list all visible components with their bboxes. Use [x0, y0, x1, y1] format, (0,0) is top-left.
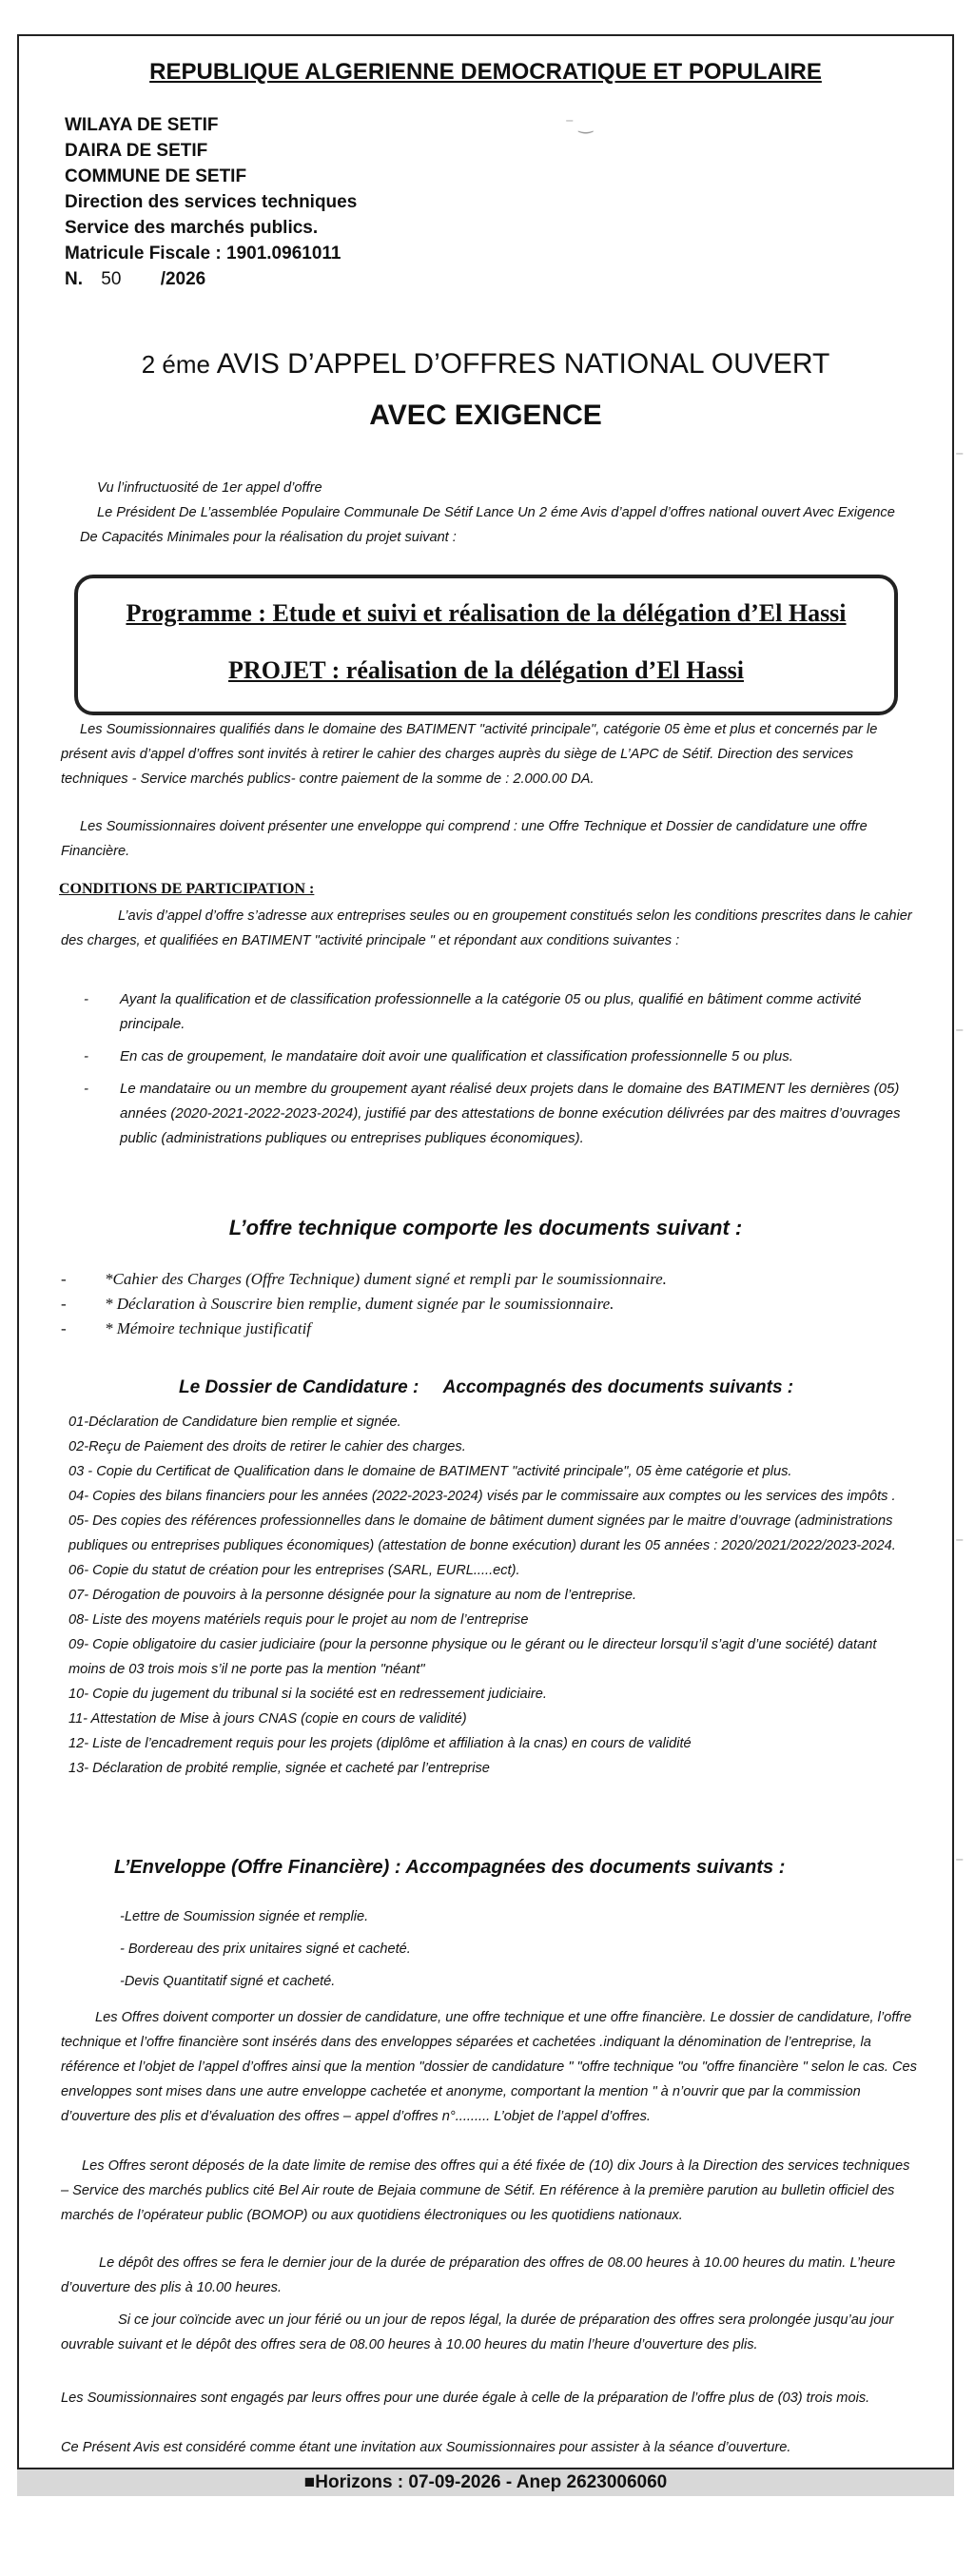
republic-heading: REPUBLIQUE ALGERIENNE DEMOCRATIQUE ET POPULAIRE: [149, 59, 822, 85]
closing-paragraph-6: Ce Présent Avis est considéré comme étant une invitation aux Soumissionnaires pour assister à la séance d’ouverture.: [61, 2440, 791, 2455]
admin-direction: Direction des services techniques: [65, 192, 358, 212]
dossier-item: 08- Liste des moyens matériels requis pour le projet au nom de l’entreprise: [68, 1612, 529, 1628]
dossier-title-right: Accompagnés des documents suivants :: [442, 1377, 794, 1397]
dossier-title: [179, 1377, 793, 1398]
offre-technique-item: - * Déclaration à Souscrire bien remplie, dument signée par le soumissionnaire.: [61, 1292, 879, 1317]
closing-paragraph-2: Les Offres seront déposés de la date limite de remise des offres qui a été fixée de (10) dix Jours à la Direction des services techniques – Service des marchés publics cité Bel Air route de Bejaia commune de Sétif. En référence à la première parution au bulletin officiel des marchés de l’opérateur public (BOMOP) ou aux quotidiens électroniques ou les quotidiens nationaux.: [61, 2158, 910, 2223]
dossier-item: 03 - Copie du Certificat de Qualification dans le domaine de BATIMENT "activité principale", 05 ème catégorie et plus.: [68, 1464, 792, 1479]
footer-band: ■Horizons : 07-09-2026 - Anep 2623006060: [17, 2469, 954, 2496]
condition-item: - Le mandataire ou un membre du groupement ayant réalisé deux projets dans le domaine des BATIMENT les dernières (05) années (2020-2021-2022-2023-2024), justifié par des attestations de bonne exécution délivrées par des maitres d’ouvrages public (administrations publiques ou entreprises publiques économiques).: [84, 1077, 902, 1151]
edge-mark: ⁻: [955, 447, 965, 466]
dossier-title-left: Le Dossier de Candidature :: [179, 1377, 419, 1397]
notice-frame: [17, 34, 954, 2469]
admin-service: Service des marchés publics.: [65, 218, 319, 238]
stray-mark: ⁻ ‿: [565, 114, 593, 133]
condition-item: - Ayant la qualification et de classification professionnelle a la catégorie 05 ou plus, qualifié en bâtiment comme activité principale.: [84, 987, 902, 1037]
soumissionnaires-paragraph-1: Les Soumissionnaires qualifiés dans le domaine des BATIMENT "activité principale", catégorie 05 ème et plus et concernés par le présent avis d’appel d’offres sont invités à retirer le cahier des charges auprès du siège de L’APC de Sétif. Direction des services techniques - Service marchés publics- contre paiement de la somme de : 2.000.00 DA.: [61, 722, 878, 787]
dossier-item: 09- Copie obligatoire du casier judiciaire (pour la personne physique ou le gérant ou le directeur lorsqu’il s’agit d’une société) datant moins de 03 trois mois s’il ne porte pas la mention "néant": [68, 1637, 877, 1677]
closing-paragraph-3: Le dépôt des offres se fera le dernier jour de la durée de préparation des offres de 08.00 heures à 10.00 heures du matin. L’heure d’ouverture des plis à 10.00 heures.: [61, 2255, 896, 2295]
dossier-item: 04- Copies des bilans financiers pour les années (2022-2023-2024) visés par le commissaire aux comptes ou les services des impôts .: [68, 1489, 896, 1504]
dossier-item: 01-Déclaration de Candidature bien remplie et signée.: [68, 1415, 401, 1430]
enveloppe-item: -Lettre de Soumission signée et remplie.: [120, 1909, 369, 1924]
condition-item: - En cas de groupement, le mandataire doit avoir une qualification et classification professionnelle 5 ou plus.: [84, 1044, 902, 1069]
closing-paragraph-4: Si ce jour coïncide avec un jour férié ou un jour de repos légal, la durée de préparation des offres sera prolongée jusqu’au jour ouvrable suivant et le dépôt des offres sera de 08.00 heures à 10.00 heures du matin l’heure d’ouverture des plis.: [61, 2313, 894, 2352]
offre-technique-item: - * Mémoire technique justificatif: [61, 1317, 879, 1341]
closing-paragraph-5: Les Soumissionnaires sont engagés par leurs offres pour une durée égale à celle de la préparation de l’offre plus de (03) trois mois.: [61, 2391, 870, 2406]
title-line-1: [19, 339, 952, 390]
offre-technique-item: - *Cahier des Charges (Offre Technique) dument signé et rempli par le soumissionnaire.: [61, 1267, 879, 1292]
dossier-item: 11- Attestation de Mise à jours CNAS (copie en cours de validité): [68, 1711, 467, 1727]
ref-prefix: N.: [65, 269, 83, 289]
dossier-item: 05- Des copies des références professionnelles dans le domaine de bâtiment dument signées par le maitre d’ouvrage (administrations publiques ou entreprises publiques économiques) (attestation de bonne exécution) durant les 05 années : 2020/2021/2022/2023-2024.: [68, 1513, 896, 1553]
edge-mark: ⁻: [955, 1533, 965, 1552]
admin-block: [65, 112, 357, 292]
intro-infructuosite: Vu l’infructuosité de 1er appel d’offre: [97, 480, 322, 496]
dossier-item: 12- Liste de l’encadrement requis pour les projets (diplôme et affiliation à la cnas) en cours de validité: [68, 1736, 692, 1751]
enveloppe-list: [120, 1904, 957, 1994]
edge-mark: ⁻: [955, 1853, 965, 1872]
programme-line: Programme : Etude et suivi et réalisation de la délégation d’El Hassi: [126, 599, 847, 627]
projet-line: PROJET : réalisation de la délégation d’El Hassi: [228, 656, 744, 684]
soumissionnaires-paragraph-2: Les Soumissionnaires doivent présenter une enveloppe qui comprend : une Offre Technique et Dossier de candidature une offre Financière.: [61, 819, 868, 859]
offre-technique-list: [61, 1267, 879, 1341]
ref-number: 50: [101, 269, 122, 289]
enveloppe-title: L’Enveloppe (Offre Financière) : Accompagnées des documents suivants :: [114, 1857, 786, 1878]
title-line-2: AVEC EXIGENCE: [369, 400, 602, 431]
conditions-title: CONDITIONS DE PARTICIPATION :: [59, 881, 315, 897]
edge-mark: ⁻: [955, 1024, 965, 1043]
title-avis: AVIS D’APPEL D’OFFRES NATIONAL OUVERT: [216, 348, 830, 380]
dossier-list: [68, 1410, 913, 1781]
admin-wilaya: WILAYA DE SETIF: [65, 115, 219, 135]
dossier-item: 10- Copie du jugement du tribunal si la société est en redressement judiciaire.: [68, 1687, 547, 1702]
intro-president: Le Président De L’assemblée Populaire Communale De Sétif Lance Un 2 éme Avis d’appel d’offres national ouvert Avec Exigence De Capacités Minimales pour la réalisation du projet suivant :: [80, 505, 895, 545]
dossier-item: 02-Reçu de Paiement des droits de retirer le cahier des charges.: [68, 1439, 466, 1454]
dossier-item: 07- Dérogation de pouvoirs à la personne désignée pour la signature au nom de l’entreprise.: [68, 1588, 637, 1603]
title-ordinal: 2 éme: [141, 350, 210, 379]
dossier-item: 13- Déclaration de probité remplie, signée et cacheté par l’entreprise: [68, 1761, 490, 1776]
admin-commune: COMMUNE DE SETIF: [65, 166, 247, 186]
ref-year: /2026: [160, 269, 206, 289]
dossier-item: 06- Copie du statut de création pour les entreprises (SARL, EURL.....ect).: [68, 1563, 520, 1578]
notice-title: [19, 339, 952, 441]
reference-number: [65, 266, 357, 292]
conditions-intro: L’avis d’appel d’offre s’adresse aux entreprises seules ou en groupement constitués selon les conditions prescrites dans le cahier des charges, et qualifiées en BATIMENT "activité principale " et répondant aux conditions suivantes :: [61, 908, 912, 948]
offre-technique-title: L’offre technique comporte les documents suivant :: [228, 1216, 743, 1239]
admin-matricule: Matricule Fiscale : 1901.0961011: [65, 244, 341, 263]
enveloppe-item: -Devis Quantitatif signé et cacheté.: [120, 1974, 336, 1989]
admin-daira: DAIRA DE SETIF: [65, 141, 208, 161]
program-box: [74, 575, 898, 715]
conditions-list: [84, 987, 902, 1159]
enveloppe-item: - Bordereau des prix unitaires signé et cacheté.: [120, 1942, 411, 1957]
closing-paragraph-1: Les Offres doivent comporter un dossier de candidature, une offre technique et une offre financière. Le dossier de candidature, l’offre technique et l’offre financière sont insérés dans des enveloppes séparées et cachetées .indiquant la dénomination de l’entreprise, la référence et l’objet de l’appel d’offres ainsi que la mention "dossier de candidature " "offre technique "ou "offre financière " selon le cas. Ces enveloppes sont mises dans une autre enveloppe cachetée et anonyme, comportant la mention " à n’ouvrir que par la commission d’ouverture des plis et d’évaluation des offres – appel d’offres n°......... L’objet de l’appel d’offres.: [61, 2010, 917, 2124]
